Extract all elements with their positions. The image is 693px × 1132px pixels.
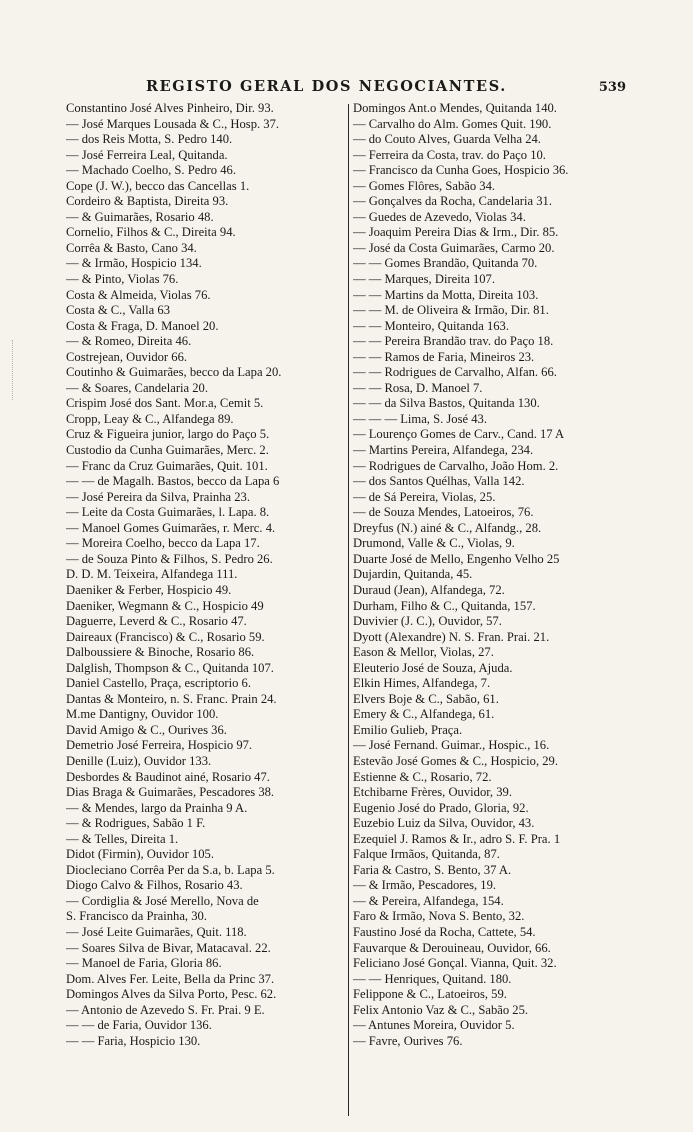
directory-entry: Felix Antonio Vaz & C., Sabão 25. [353, 1002, 529, 1017]
directory-entry: — — Gomes Brandão, Quitanda 70. [353, 256, 538, 271]
directory-entry: Duarte José de Mello, Engenho Velho 25 [353, 551, 560, 566]
directory-entry: — — Pereira Brandão trav. do Paço 18. [353, 334, 554, 349]
directory-entry: Dias Braga & Guimarães, Pescadores 38. [66, 785, 275, 800]
directory-entry: Eleuterio José de Souza, Ajuda. [353, 660, 513, 675]
directory-entry: — — de Magalh. Bastos, becco da Lapa 6 [66, 474, 280, 489]
directory-entry: — — Rodrigues de Carvalho, Alfan. 66. [353, 365, 557, 380]
page-header [66, 74, 626, 102]
directory-entry: — — Monteiro, Quitanda 163. [353, 318, 510, 333]
directory-entry: — Antonio de Azevedo S. Fr. Prai. 9 E. [66, 1002, 265, 1017]
directory-entry: Duraud (Jean), Alfandega, 72. [353, 582, 505, 597]
left-column [66, 101, 345, 1049]
directory-entry: Eason & Mellor, Violas, 27. [353, 645, 494, 660]
directory-entry: — Machado Coelho, S. Pedro 46. [66, 163, 236, 178]
directory-entry: Drumond, Valle & C., Violas, 9. [353, 536, 515, 551]
directory-entry: — Manoel de Faria, Gloria 86. [66, 956, 222, 971]
directory-entry: — & Romeo, Direita 46. [66, 334, 192, 349]
directory-entry: — — M. de Oliveira & Irmão, Dir. 81. [353, 303, 549, 318]
directory-entry: Domingos Alves da Silva Porto, Pesc. 62. [66, 987, 277, 1002]
directory-entry: Dalboussiere & Binoche, Rosario 86. [66, 645, 255, 660]
directory-entry: Estienne & C., Rosario, 72. [353, 769, 492, 784]
directory-entry: Cruz & Figueira junior, largo do Paço 5. [66, 427, 270, 442]
directory-entry: — Moreira Coelho, becco da Lapa 17. [66, 536, 260, 551]
directory-entry: — José da Costa Guimarães, Carmo 20. [353, 240, 555, 255]
directory-entry: Faro & Irmão, Nova S. Bento, 32. [353, 909, 525, 924]
directory-entry: — Guedes de Azevedo, Violas 34. [353, 209, 526, 224]
directory-entry: Falque Irmãos, Quitanda, 87. [353, 847, 500, 862]
directory-entry: Costa & Fraga, D. Manoel 20. [66, 318, 219, 333]
directory-entry: Felippone & C., Latoeiros, 59. [353, 987, 507, 1002]
directory-entry: — dos Reis Motta, S. Pedro 140. [66, 132, 233, 147]
directory-entry: — — Henriques, Quitand. 180. [353, 971, 512, 986]
directory-entry: — Antunes Moreira, Ouvidor 5. [353, 1018, 515, 1033]
directory-entry: Cope (J. W.), becco das Cancellas 1. [66, 178, 250, 193]
directory-entry: — Gonçalves da Rocha, Candelaria 31. [353, 194, 552, 209]
directory-entry: — José Ferreira Leal, Quitanda. [66, 147, 228, 162]
directory-entry: — & Pereira, Alfandega, 154. [353, 893, 504, 908]
directory-entry: — & Irmão, Pescadores, 19. [353, 878, 497, 893]
directory-entry: — Leite da Costa Guimarães, l. Lapa. 8. [66, 505, 270, 520]
directory-entry: Cropp, Leay & C., Alfandega 89. [66, 411, 234, 426]
directory-entry: Elkin Himes, Alfandega, 7. [353, 676, 491, 691]
directory-entry: — & Mendes, largo da Prainha 9 A. [66, 800, 248, 815]
directory-entry: — José Fernand. Guimar., Hospic., 16. [353, 738, 550, 753]
directory-entry: Dantas & Monteiro, n. S. Franc. Prain 24. [66, 691, 277, 706]
directory-entry: Dreyfus (N.) ainé & C., Alfandg., 28. [353, 520, 542, 535]
directory-entry: — — Martins da Motta, Direita 103. [353, 287, 539, 302]
directory-entry: Daeniker & Ferber, Hospicio 49. [66, 582, 232, 597]
directory-entry: Diogo Calvo & Filhos, Rosario 43. [66, 878, 243, 893]
directory-entry: Crispim José dos Sant. Mor.a, Cemit 5. [66, 396, 264, 411]
directory-entry: — & Pinto, Violas 76. [66, 272, 179, 287]
directory-entry: Dujardin, Quitanda, 45. [353, 567, 473, 582]
directory-entry: Eugenio José do Prado, Gloria, 92. [353, 800, 529, 815]
directory-entry: — — da Silva Bastos, Quitanda 130. [353, 396, 540, 411]
directory-entry: — — Faria, Hospicio 130. [66, 1033, 201, 1048]
directory-entry: D. D. M. Teixeira, Alfandega 111. [66, 567, 238, 582]
directory-entry: — de Souza Mendes, Latoeiros, 76. [353, 505, 534, 520]
directory-entry: David Amigo & C., Ourives 36. [66, 722, 227, 737]
directory-entry: Duvivier (J. C.), Ouvidor, 57. [353, 614, 502, 629]
directory-entry: — dos Santos Quélhas, Valla 142. [353, 474, 525, 489]
directory-entry: Euzebio Luiz da Silva, Ouvidor, 43. [353, 816, 535, 831]
right-column [353, 101, 629, 1049]
directory-entry: Domingos Ant.o Mendes, Quitanda 140. [353, 101, 557, 115]
directory-entry: Feliciano José Gonçal. Vianna, Quit. 32. [353, 956, 557, 971]
directory-entry: — Martins Pereira, Alfandega, 234. [353, 443, 534, 458]
directory-entry: M.me Dantigny, Ouvidor 100. [66, 707, 219, 722]
directory-entry: S. Francisco da Prainha, 30. [66, 909, 207, 924]
directory-entry: Demetrio José Ferreira, Hospicio 97. [66, 738, 253, 753]
page-title: REGISTO GERAL DOS NEGOCIANTES. [146, 78, 507, 95]
directory-entry: — Rodrigues de Carvalho, João Hom. 2. [353, 458, 559, 473]
directory-entry: — Lourenço Gomes de Carv., Cand. 17 A [353, 427, 565, 442]
directory-entry: Daireaux (Francisco) & C., Rosario 59. [66, 629, 265, 644]
directory-entry: — — de Faria, Ouvidor 136. [66, 1018, 212, 1033]
column-divider [348, 104, 349, 1116]
directory-entry: — José Leite Guimarães, Quit. 118. [66, 924, 247, 939]
directory-entry: — Cordiglia & José Merello, Nova de [66, 893, 259, 908]
directory-entry: Diocleciano Corrêa Per da S.a, b. Lapa 5. [66, 862, 275, 877]
directory-entry: — José Marques Lousada & C., Hosp. 37. [66, 116, 280, 131]
directory-entry: — — Rosa, D. Manoel 7. [353, 380, 483, 395]
directory-entry: — Soares Silva de Bivar, Matacaval. 22. [66, 940, 271, 955]
directory-entry: — Gomes Flôres, Sabão 34. [353, 178, 496, 193]
directory-entry: Custodio da Cunha Guimarães, Merc. 2. [66, 443, 269, 458]
directory-entry: Ezequiel J. Ramos & Ir., adro S. F. Pra. 1 [353, 831, 561, 846]
directory-entry: — Manoel Gomes Guimarães, r. Merc. 4. [66, 520, 276, 535]
directory-entry: Coutinho & Guimarães, becco da Lapa 20. [66, 365, 282, 380]
directory-entry: Costa & C., Valla 63 [66, 303, 171, 318]
directory-entry: Daniel Castello, Praça, escriptorio 6. [66, 676, 252, 691]
directory-entry: Didot (Firmin), Ouvidor 105. [66, 847, 214, 862]
page-number: 539 [598, 80, 626, 95]
directory-entry: Daeniker, Wegmann & C., Hospicio 49 [66, 598, 264, 613]
directory-entry: — Favre, Ourives 76. [353, 1033, 463, 1048]
directory-entry: — — Marques, Direita 107. [353, 272, 495, 287]
directory-entry: — & Irmão, Hospicio 134. [66, 256, 202, 271]
directory-entry: — Carvalho do Alm. Gomes Quit. 190. [353, 116, 552, 131]
directory-entry: Cornelio, Filhos & C., Direita 94. [66, 225, 236, 240]
directory-entry: — de Sá Pereira, Violas, 25. [353, 489, 496, 504]
directory-entry: — José Pereira da Silva, Prainha 23. [66, 489, 250, 504]
directory-entry: Etchibarne Frères, Ouvidor, 39. [353, 785, 512, 800]
directory-entry: Emilio Gulieb, Praça. [353, 722, 463, 737]
directory-entry: Cordeiro & Baptista, Direita 93. [66, 194, 229, 209]
directory-entry: Faustino José da Rocha, Cattete, 54. [353, 924, 536, 939]
directory-entry: — Joaquim Pereira Dias & Irm., Dir. 85. [353, 225, 559, 240]
directory-entry: — & Rodrigues, Sabão 1 F. [66, 816, 206, 831]
directory-entry: — de Souza Pinto & Filhos, S. Pedro 26. [66, 551, 273, 566]
directory-entry: Costa & Almeida, Violas 76. [66, 287, 211, 302]
directory-entry: Faria & Castro, S. Bento, 37 A. [353, 862, 512, 877]
directory-entry: — & Guimarães, Rosario 48. [66, 209, 214, 224]
directory-entry: Dalglish, Thompson & C., Quitanda 107. [66, 660, 274, 675]
directory-entry: Fauvarque & Derouineau, Ouvidor, 66. [353, 940, 551, 955]
directory-entry: — & Telles, Direita 1. [66, 831, 179, 846]
directory-entry: Dyott (Alexandre) N. S. Fran. Prai. 21. [353, 629, 550, 644]
directory-entry: — — — Lima, S. José 43. [353, 411, 487, 426]
directory-entry: Dom. Alves Fer. Leite, Bella da Princ 37. [66, 971, 275, 986]
directory-entry: Constantino José Alves Pinheiro, Dir. 93. [66, 101, 274, 115]
directory-entry: Costrejean, Ouvidor 66. [66, 349, 188, 364]
directory-entry: Estevão José Gomes & C., Hospicio, 29. [353, 753, 558, 768]
directory-entry: Corrêa & Basto, Cano 34. [66, 240, 197, 255]
directory-entry: Denille (Luiz), Ouvidor 133. [66, 753, 212, 768]
directory-entry: Elvers Boje & C., Sabão, 61. [353, 691, 499, 706]
margin-mark [12, 340, 14, 400]
directory-entry: — & Soares, Candelaria 20. [66, 380, 208, 395]
directory-entry: Daguerre, Leverd & C., Rosario 47. [66, 614, 247, 629]
directory-entry: Durham, Filho & C., Quitanda, 157. [353, 598, 536, 613]
directory-entry: Emery & C., Alfandega, 61. [353, 707, 495, 722]
directory-entry: — Ferreira da Costa, trav. do Paço 10. [353, 147, 546, 162]
directory-entry: — — Ramos de Faria, Mineiros 23. [353, 349, 535, 364]
directory-entry: — do Couto Alves, Guarda Velha 24. [353, 132, 541, 147]
directory-entry: — Franc da Cruz Guimarães, Quit. 101. [66, 458, 268, 473]
directory-entry: Desbordes & Baudinot ainé, Rosario 47. [66, 769, 270, 784]
directory-entry: — Francisco da Cunha Goes, Hospicio 36. [353, 163, 569, 178]
